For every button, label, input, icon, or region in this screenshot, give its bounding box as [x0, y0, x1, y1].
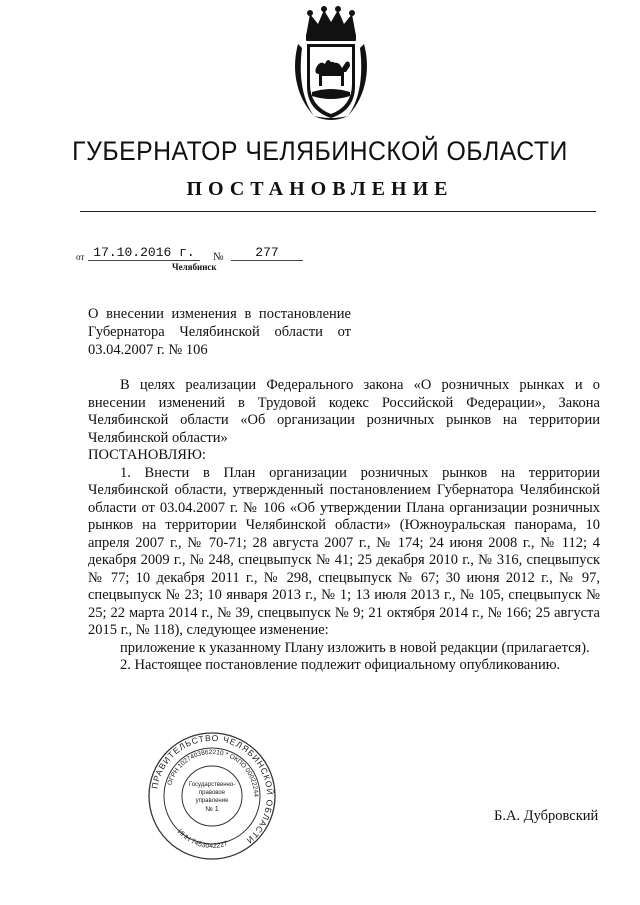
seal-center-line-4: № 1 — [205, 806, 219, 813]
document-number: 277 — [231, 245, 303, 261]
document-header-title: ГУБЕРНАТОР ЧЕЛЯБИНСКОЙ ОБЛАСТИ — [72, 136, 568, 166]
date-label: от — [76, 252, 85, 262]
document-body — [88, 377, 600, 675]
header-divider — [80, 211, 596, 212]
city-name: Челябинск — [172, 262, 217, 272]
document-type: ПОСТАНОВЛЕНИЕ — [186, 178, 454, 200]
seal-codes-text: ОГРН 1027403862210 * ОКПО 00022244 — [166, 748, 260, 798]
crown-icon — [306, 6, 356, 41]
document-date: 17.10.2016 г. — [88, 245, 200, 261]
preamble-paragraph: В целях реализации Федерального закона «О розничных рынках и о внесении изменений в Трудовой кодекс Российской Федерации», Закона Челябинской области «Об организации розничных рынков на территории Челябинской области» — [88, 377, 600, 446]
item-1-paragraph: 1. Внести в План организации розничных рынков на территории Челябинской области, утвержденный постановлением Губернатора Челябинской области от 03.04.2007 г. № 106 «Об утверждении Плана организации розничных рынков на территории Челябинской области» (Южноуральская панорама, 10 апреля 2007 г., № 70-71; 28 августа 2007 г., № 174; 24 июня 2008 г., № 112; 4 декабря 2009 г., № 248, спецвыпуск № 41; 25 декабря 2010 г., № 316, спецвыпуск № 77; 10 декабря 2011 г., № 298, спецвыпуск № 67; 30 июня 2012 г., № 97, спецвыпуск № 23; 10 января 2013 г., № 1; 13 июля 2013 г., № 105, спецвыпуск № 25; 22 марта 2014 г., № 39, спецвыпуск № 9; 21 октября 2014 г., № 166; 25 августа 2015 г., № 118), следующее изменение: — [88, 464, 600, 638]
seal-center-line-1: Государственно- — [188, 782, 236, 788]
signer-name: Б.А. Дубровский — [494, 808, 599, 824]
item-1-detail-paragraph: приложение к указанному Плану изложить в новой редакции (прилагается). — [120, 639, 590, 656]
official-seal-stamp — [147, 731, 277, 861]
seal-outer-text: ПРАВИТЕЛЬСТВО ЧЕЛЯБИНСКОЙ ОБЛАСТИ — [149, 732, 276, 847]
seal-center-line-2: правовое — [198, 790, 226, 796]
resolve-heading: ПОСТАНОВЛЯЮ: — [88, 447, 206, 463]
seal-center-line-3: управление — [195, 798, 229, 804]
number-label: № — [213, 251, 224, 263]
seal-inn-text: ИНН 7453042227 — [175, 828, 229, 851]
document-subject: О внесении изменения в постановление Губернатора Челябинской области от 03.04.2007 г. № 106 — [88, 306, 351, 358]
coat-of-arms-emblem — [292, 6, 370, 124]
item-2-paragraph: 2. Настоящее постановление подлежит официальному опубликованию. — [120, 657, 561, 673]
